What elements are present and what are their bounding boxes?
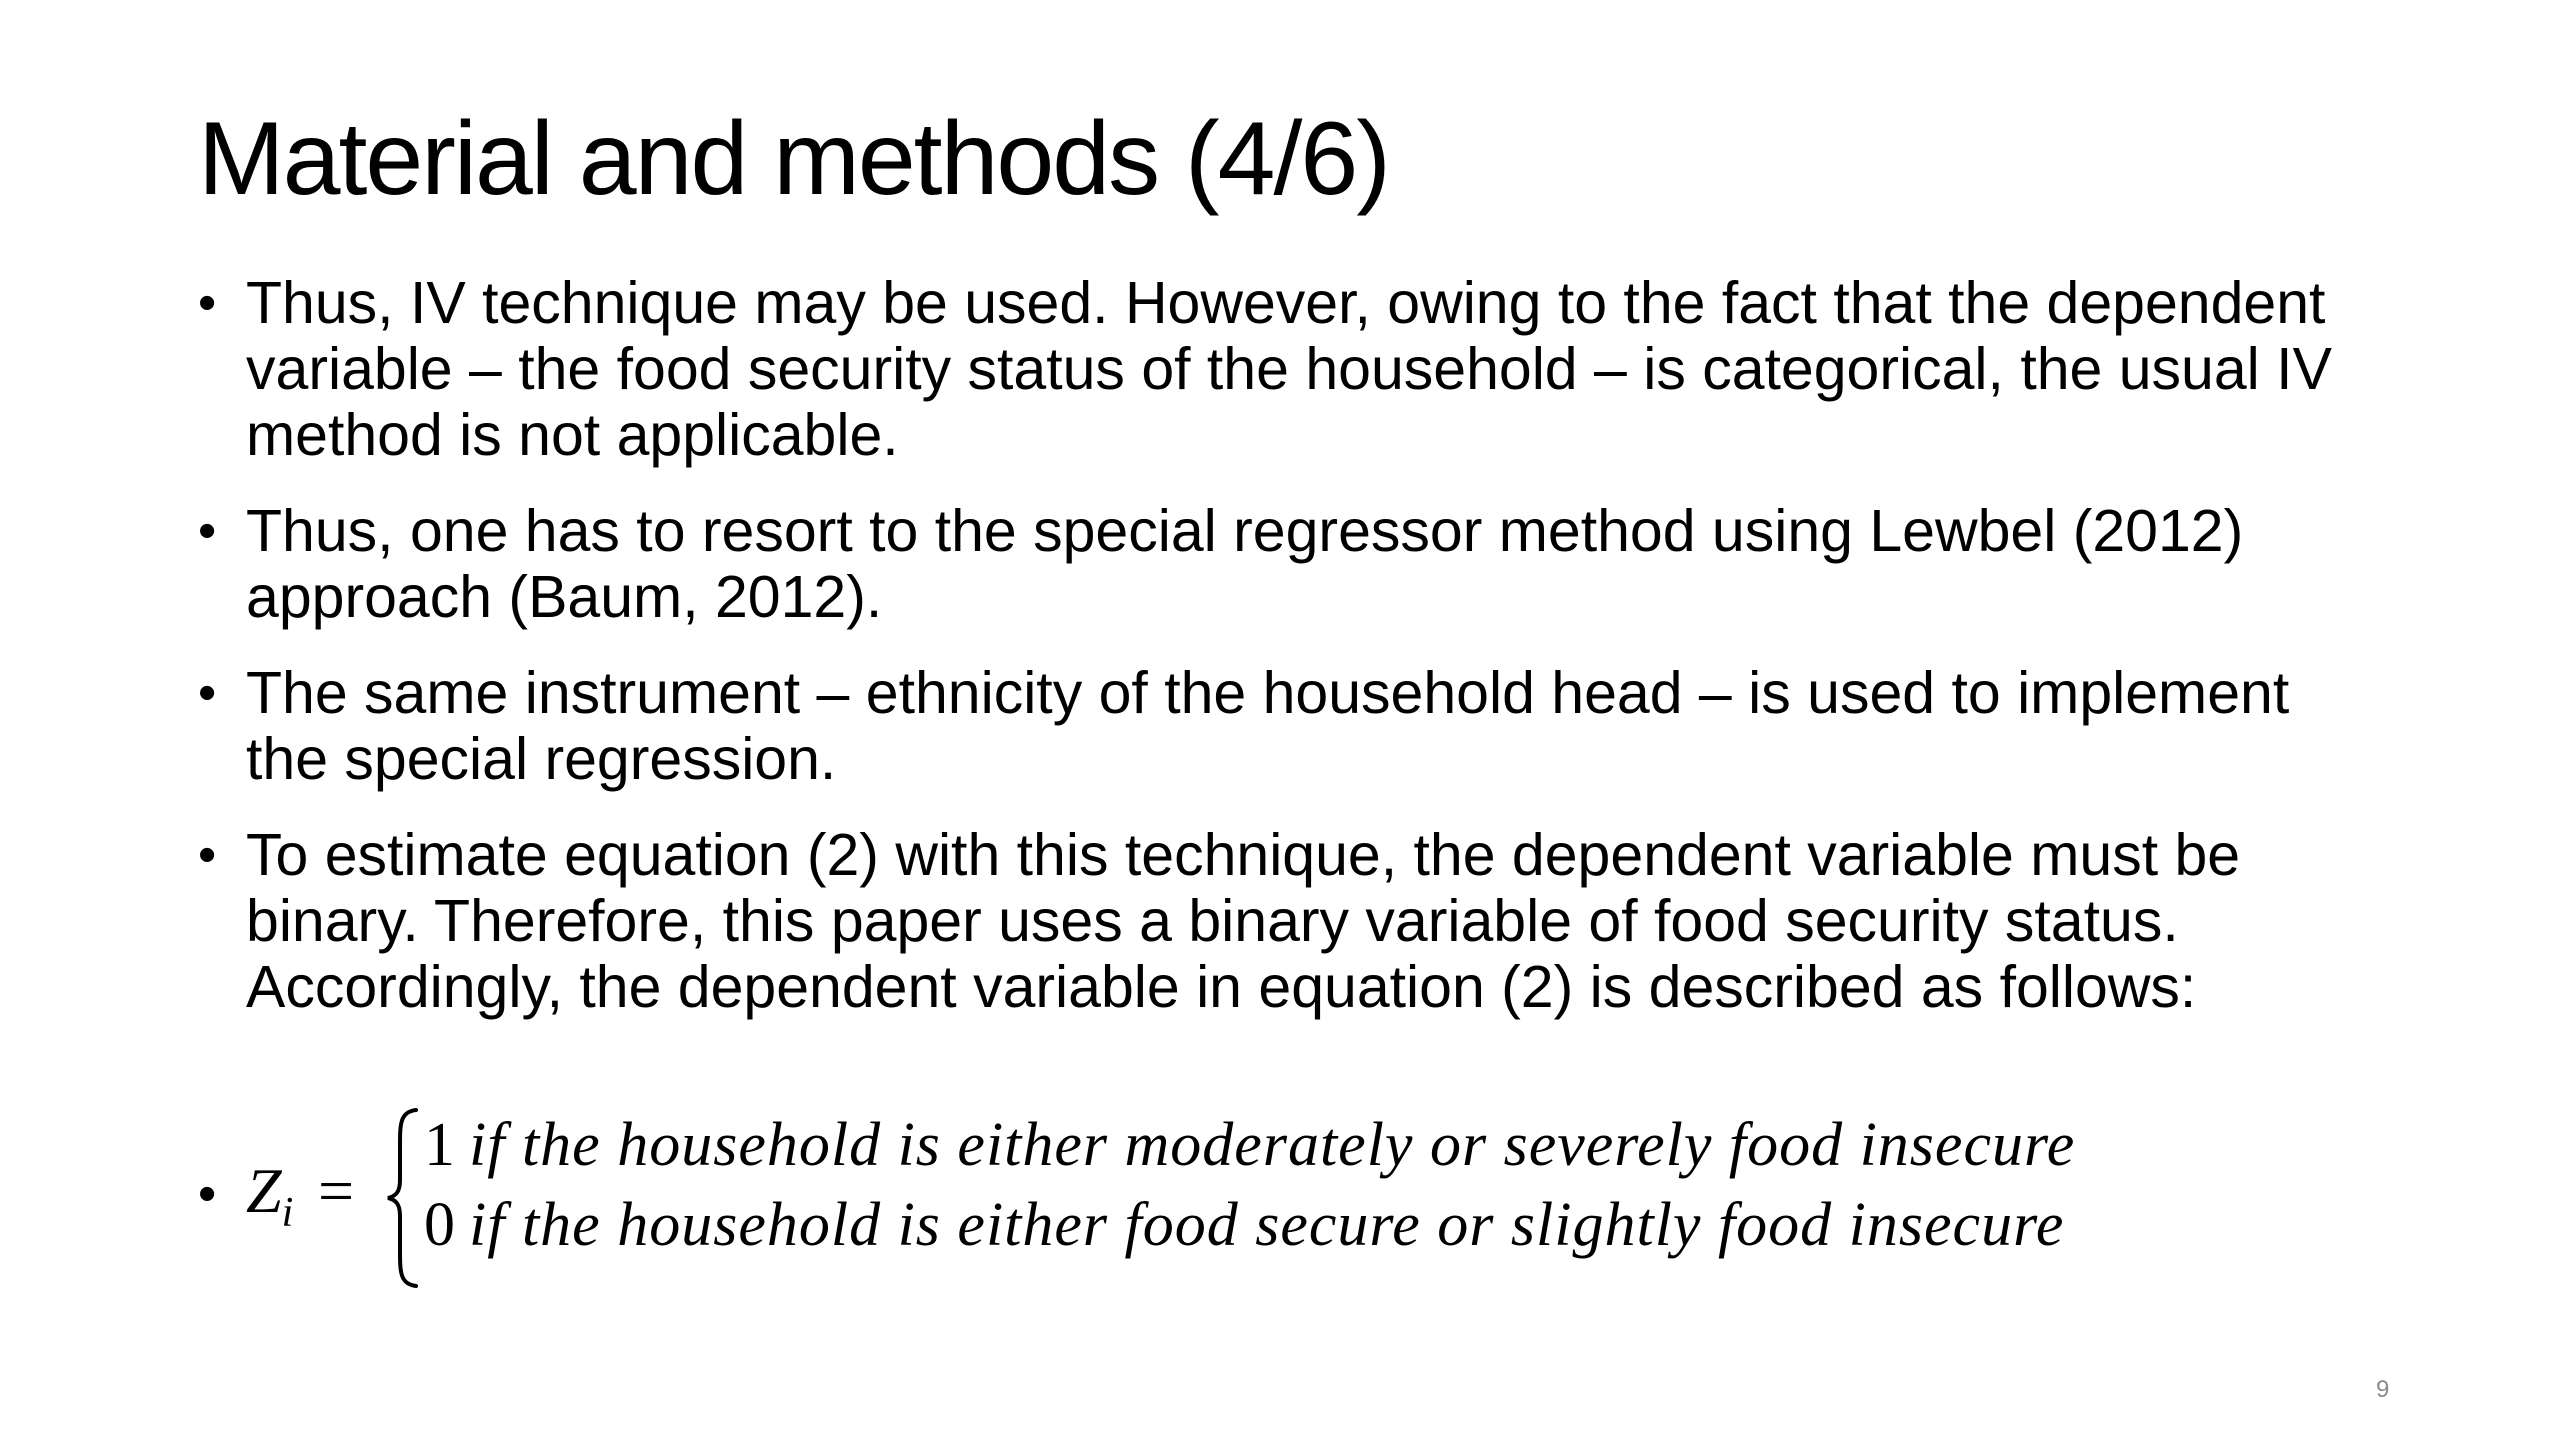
bullet-list bbox=[198, 270, 2378, 1050]
equation-lhs bbox=[246, 1154, 293, 1237]
equation-equals: = bbox=[318, 1155, 355, 1226]
bullet-marker: • bbox=[198, 664, 217, 722]
page-number: 9 bbox=[2376, 1376, 2390, 1403]
left-brace-icon bbox=[386, 1106, 420, 1290]
slide-title: Material and methods (4/6) bbox=[198, 101, 1389, 217]
bullet-text: To estimate equation (2) with this technique, the dependent variable must be binary. Therefore, this paper uses a binary variable of food security status. Accordingly, the dependent variable in equation (2) is described as follows: bbox=[246, 822, 2241, 1020]
equation-bullet bbox=[198, 1110, 2438, 1290]
case-2-value: 0 bbox=[424, 1191, 455, 1259]
bullet-marker: • bbox=[198, 502, 217, 560]
equation-variable: Z bbox=[246, 1155, 282, 1226]
bullet-item bbox=[198, 270, 2378, 468]
bullet-text: The same instrument – ethnicity of the household head – is used to implement the special regression. bbox=[246, 660, 2290, 792]
case-1-condition: if the household is either moderately or severely food insecure bbox=[469, 1111, 2076, 1179]
case-1-value: 1 bbox=[424, 1111, 455, 1179]
bullet-item bbox=[198, 498, 2378, 630]
equation-subscript: i bbox=[281, 1189, 294, 1236]
bullet-marker: • bbox=[198, 274, 217, 332]
case-2-condition: if the household is either food secure or slightly food insecure bbox=[469, 1191, 2065, 1259]
bullet-item bbox=[198, 822, 2378, 1020]
bullet-marker: • bbox=[198, 1165, 217, 1223]
equation-case-1 bbox=[424, 1110, 2075, 1181]
bullet-marker: • bbox=[198, 826, 217, 884]
bullet-text: Thus, one has to resort to the special regressor method using Lewbel (2012) approach (Baum, 2012). bbox=[246, 498, 2244, 630]
bullet-item bbox=[198, 660, 2378, 792]
bullet-text: Thus, IV technique may be used. However, owing to the fact that the dependent variable – the food security status of the household – is categorical, the usual IV method is not applicable. bbox=[246, 270, 2332, 468]
equation-case-2 bbox=[424, 1190, 2064, 1261]
